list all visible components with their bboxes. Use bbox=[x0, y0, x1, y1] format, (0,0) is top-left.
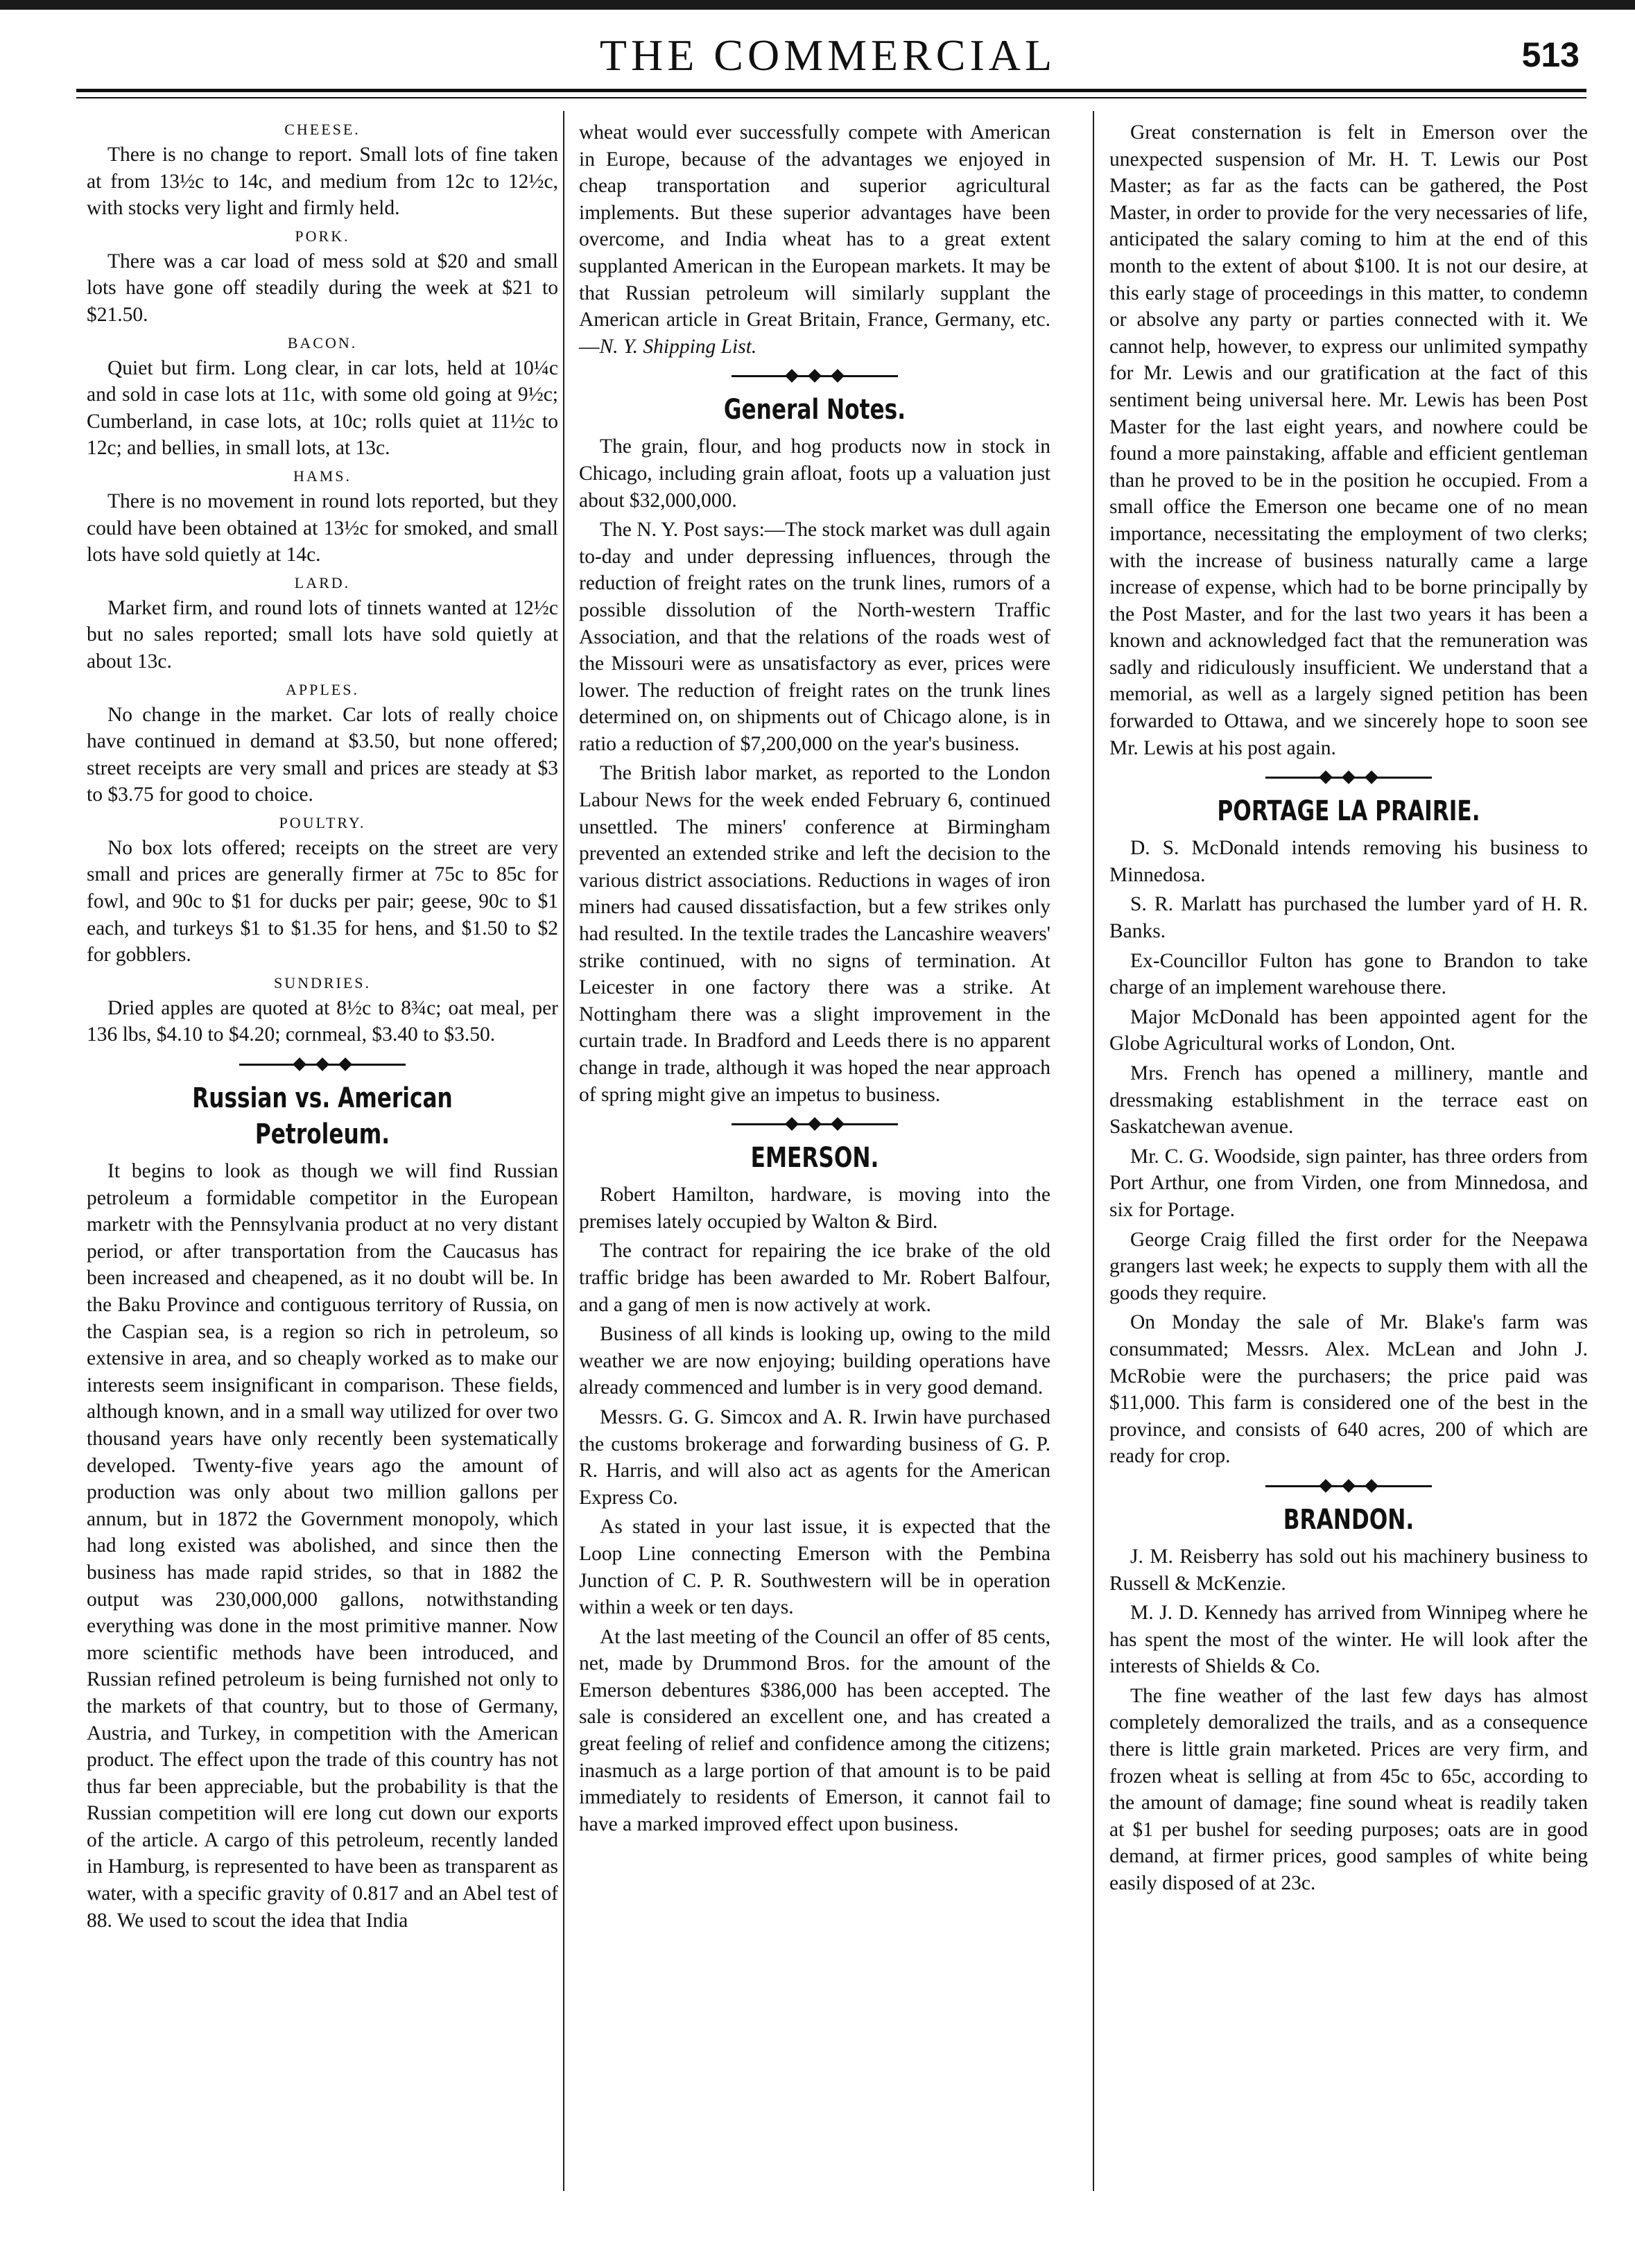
market-paragraph: There is no change to report. Small lots of fine taken at from 13½c to 14c, and medium from 12c to 12½c, with stocks very light and firmly held. bbox=[87, 144, 558, 220]
market-heading: SUNDRIES. bbox=[273, 973, 372, 992]
column-2 bbox=[579, 119, 1050, 1840]
article-continued bbox=[579, 119, 1050, 360]
news-item: The British labor market, as reported to the London Labour News for the week ended February 6, continued unsettled. The miners' conference at Birmingham prevented an extended strike and left the decision to the various district associations. Reductions in wages of iron miners had caused dissatisfaction, but a few strikes only had resulted. In the textile trades the Lancashire weavers' strike continued, with no signs of termination. At Leicester in one factory there was a strike. At Nottingham there was a slight improvement in the curtain trade. In Bradford and Leeds there is no apparent change in trade, although it was hoped the near approach of spring might give an impetus to business. bbox=[579, 762, 1050, 1106]
section-title-brandon: BRANDON. bbox=[1283, 1503, 1415, 1536]
news-item: On Monday the sale of Mr. Blake's farm was consummated; Messrs. Alex. McLean and John J. McRobie were the purchasers; the price paid was $11,000. This farm is considered one of the best in the province, and consists of 640 acres, 200 of which are ready for crop. bbox=[1109, 1311, 1588, 1468]
news-item: Mr. C. G. Woodside, sign painter, has three orders from Port Arthur, one from Virden, one from Minnedosa, and six for Portage. bbox=[1109, 1145, 1588, 1221]
article-paragraph: It begins to look as though we will find Russian petroleum a formidable competitor in the European marketr with the Pennsylvania product at no very distant period, or after transportation from the Caucasus has been increased and cheapened, as it no doubt will be. In the Baku Province and contiguous territory of Russia, on the Caspian sea, is a region so rich in petroleum, so extensive in area, and so cheaply worked as to make our interests seem insignificant in comparison. These fields, although known, and in a small way utilized for over two thousand years have only recently been systematically developed. Twenty-five years ago the amount of production was only about two million gallons per annum, but in 1872 the Government monopoly, which had long existed was abolished, and since then the business has made rapid strides, so that in 1882 the output was 230,000,000 gallons, notwithstanding everything was done in the most primitive manner. Now more scientific methods have been introduced, and Russian refined petroleum is being furnished not only to the markets of that country, but to those of Germany, Austria, and Turkey, in competition with the American product. The effect upon the trade of this country has not thus far been appreciable, but the probability is that the Russian competition will ere long cut down our exports of the article. A cargo of this petroleum, recently landed in Hamburg, is represented to have been as transparent as water, with a specific gravity of 0.817 and an Abel test of 88. We used to scout the idea that India bbox=[87, 1160, 558, 1932]
page-number: 513 bbox=[1521, 35, 1580, 74]
article-paragraph: wheat would ever successfully compete with American in Europe, because of the advantages we enjoyed in cheap transportation and superior agricultural implements. But these superior advantages have been overcome, and India wheat has to a great extent supplanted American in the European markets. It may be that Russian petroleum will similarly supplant the American article in Great Britain, France, Germany, etc.— bbox=[579, 121, 1050, 358]
market-heading: HAMS. bbox=[293, 467, 352, 485]
market-paragraph: Market firm, and round lots of tinnets wanted at 12½c but no sales reported; small lots have sold quietly at about 13c. bbox=[87, 596, 558, 673]
news-item: George Craig filled the first order for the Neepawa grangers last week; he expects to supply them with all the goods they require. bbox=[1109, 1228, 1588, 1304]
news-item: Ex-Councillor Fulton has gone to Brandon to take charge of an implement warehouse there. bbox=[1109, 949, 1588, 999]
news-item: Robert Hamilton, hardware, is moving into the premises lately occupied by Walton & Bird. bbox=[579, 1184, 1050, 1233]
header-rule-thin bbox=[76, 97, 1586, 98]
market-paragraph: No box lots offered; receipts on the street are very small and prices are generally firmer at 75c to 85c for fowl, and 90c to $1 for ducks per pair; geese, 90c to $1 each, and turkeys $1 to $1.35 for hens, and $1.50 to $2 for gobblers. bbox=[87, 836, 558, 967]
column-divider bbox=[1093, 111, 1094, 2191]
market-heading: CHEESE. bbox=[284, 121, 361, 138]
news-item: Messrs. G. G. Simcox and A. R. Irwin have purchased the customs brokerage and forwarding business of G. P. R. Harris, and will also act as agents for the American Express Co. bbox=[579, 1405, 1050, 1509]
article-title: Russian vs. American Petroleum. bbox=[192, 1082, 453, 1151]
market-paragraph: Quiet but firm. Long clear, in car lots, held at 10¼c and sold in case lots at 11c, with some old going at 9½c; Cumberland, in case lots, at 10c; rolls quiet at 11½c to 12c; and bellies, in small lots, at 13c. bbox=[87, 356, 558, 460]
news-item: The grain, flour, and hog products now in stock in Chicago, including grain afloat, foots up a valuation just about $32,000,000. bbox=[579, 435, 1050, 512]
news-item: The fine weather of the last few days has almost completely demoralized the trails, and as a consequence there is little grain marketed. Prices are very firm, and frozen wheat is selling at from 45c to 65c, according to the amount of damage; fine sound wheat is readily taken at $1 per bushel for seeding purposes; oats are in good demand, at firmer prices, good samples of white being easily disposed of at 23c. bbox=[1109, 1684, 1588, 1895]
masthead-title: THE COMMERCIAL bbox=[599, 31, 1057, 80]
column-1 bbox=[87, 119, 558, 1937]
masthead bbox=[76, 28, 1580, 83]
market-paragraph: Dried apples are quoted at 8½c to 8¾c; oat meal, per 136 lbs, $4.10 to $4.20; cornmeal, $3.40 to $3.50. bbox=[87, 996, 558, 1046]
market-paragraph: There was a car load of mess sold at $20 and small lots have gone off steadily during the week at $21 to $21.50. bbox=[87, 250, 558, 326]
market-heading: LARD. bbox=[294, 573, 351, 591]
column-3 bbox=[1109, 119, 1588, 1900]
market-report bbox=[87, 119, 558, 1048]
news-item: S. R. Marlatt has purchased the lumber yard of H. R. Banks. bbox=[1109, 893, 1588, 943]
market-heading: APPLES. bbox=[286, 680, 359, 698]
section-title-portage: PORTAGE LA PRAIRIE. bbox=[1217, 795, 1480, 828]
news-item: The contract for repairing the ice brake of the old traffic bridge has been awarded to Mr. Robert Balfour, and a gang of men is now actively at work. bbox=[579, 1240, 1050, 1316]
market-heading: BACON. bbox=[287, 334, 358, 352]
header-rule bbox=[76, 89, 1586, 92]
section-divider-ornament bbox=[732, 367, 898, 385]
column-divider bbox=[563, 111, 564, 2191]
news-item: J. M. Reisberry has sold out his machinery business to Russell & McKenzie. bbox=[1109, 1545, 1588, 1595]
news-item: As stated in your last issue, it is expected that the Loop Line connecting Emerson with the Pembina Junction of C. P. R. Southwestern will be in operation within a week or ten days. bbox=[579, 1516, 1050, 1619]
news-item: At the last meeting of the Council an offer of 85 cents, net, made by Drummond Bros. for the amount of the Emerson debentures $386,000 has been accepted. The sale is considered an excellent one, and has created a great feeling of relief and confidence among the citizens; inasmuch as a large portion of that amount is to be paid immediately to residents of Emerson, it cannot fail to have a marked improved effect upon business. bbox=[579, 1625, 1050, 1835]
news-item: Business of all kinds is looking up, owing to the mild weather we are now enjoying; building operations have already commenced and lumber is in very good demand. bbox=[579, 1323, 1050, 1399]
section-divider-ornament bbox=[732, 1115, 898, 1133]
market-paragraph: No change in the market. Car lots of really choice have continued in demand at $3.50, but none offered; street receipts are very small and prices are steady at $3 to $3.75 for good to choice. bbox=[87, 703, 558, 806]
article-source: N. Y. Shipping List. bbox=[599, 335, 757, 358]
news-item: The N. Y. Post says:—The stock market was dull again to-day and under depressing influences, through the reduction of freight rates on the trunk lines, rumors of a possible dissolution of the North-western Traffic Association, and that the relations of the roads west of the Missouri were as unsatisfactory as ever, prices were lower. The reduction of freight rates on the trunk lines determined on, on shipments out of Chicago alone, is in ratio a reduction of $7,200,000 on the year's business. bbox=[579, 519, 1050, 755]
top-border bbox=[0, 0, 1635, 10]
news-item: Major McDonald has been appointed agent for the Globe Agricultural works of London, Ont. bbox=[1109, 1005, 1588, 1055]
section-divider-ornament bbox=[239, 1055, 406, 1073]
section-title-emerson: EMERSON. bbox=[750, 1142, 879, 1175]
market-paragraph: There is no movement in round lots reported, but they could have been obtained at 13½c for smoked, and small lots have sold quietly at 14c. bbox=[87, 490, 558, 566]
news-item: Mrs. French has opened a millinery, mantle and dressmaking establishment in the terrace east on Saskatchewan avenue. bbox=[1109, 1062, 1588, 1139]
section-divider-ornament bbox=[1265, 768, 1432, 786]
section-title-general-notes: General Notes. bbox=[723, 394, 906, 426]
market-heading: POULTRY. bbox=[279, 813, 366, 831]
section-divider-ornament bbox=[1265, 1477, 1432, 1495]
market-heading: PORK. bbox=[295, 227, 350, 245]
news-item: D. S. McDonald intends removing his business to Minnedosa. bbox=[1109, 837, 1588, 886]
news-item: M. J. D. Kennedy has arrived from Winnipeg where he has spent the most of the winter. He will look after the interests of Shields & Co. bbox=[1109, 1602, 1588, 1678]
news-item: Great consternation is felt in Emerson over the unexpected suspension of Mr. H. T. Lewis our Post Master; as far as the facts can be gathered, the Post Master, in order to provide for the very necessaries of life, anticipated the salary coming to him at the end of this month to the extent of about $100. It is not our desire, at this early stage of proceedings in this matter, to condemn or absolve any party or parties connected with it. We cannot help, however, to express our unlimited sympathy for Mr. Lewis and our gratification at the fact of this sentiment being universal here. Mr. Lewis has been Post Master for the last eight years, and nowhere could be found a more painstaking, affable and efficient gentleman than he proved to be in the position he occupied. From a small office the Emerson one became one of no mean importance, necessitating the employment of two clerks; with the increase of business naturally came a large increase of expense, which had to be borne principally by the Post Master, and for the last two years it has been a known and acknowledged fact that the remuneration was sadly and ridiculously insufficient. We understand that a memorial, as well as a largely signed petition has been forwarded to Ottawa, and we sincerely hope to soon see Mr. Lewis at his post again. bbox=[1109, 121, 1588, 759]
